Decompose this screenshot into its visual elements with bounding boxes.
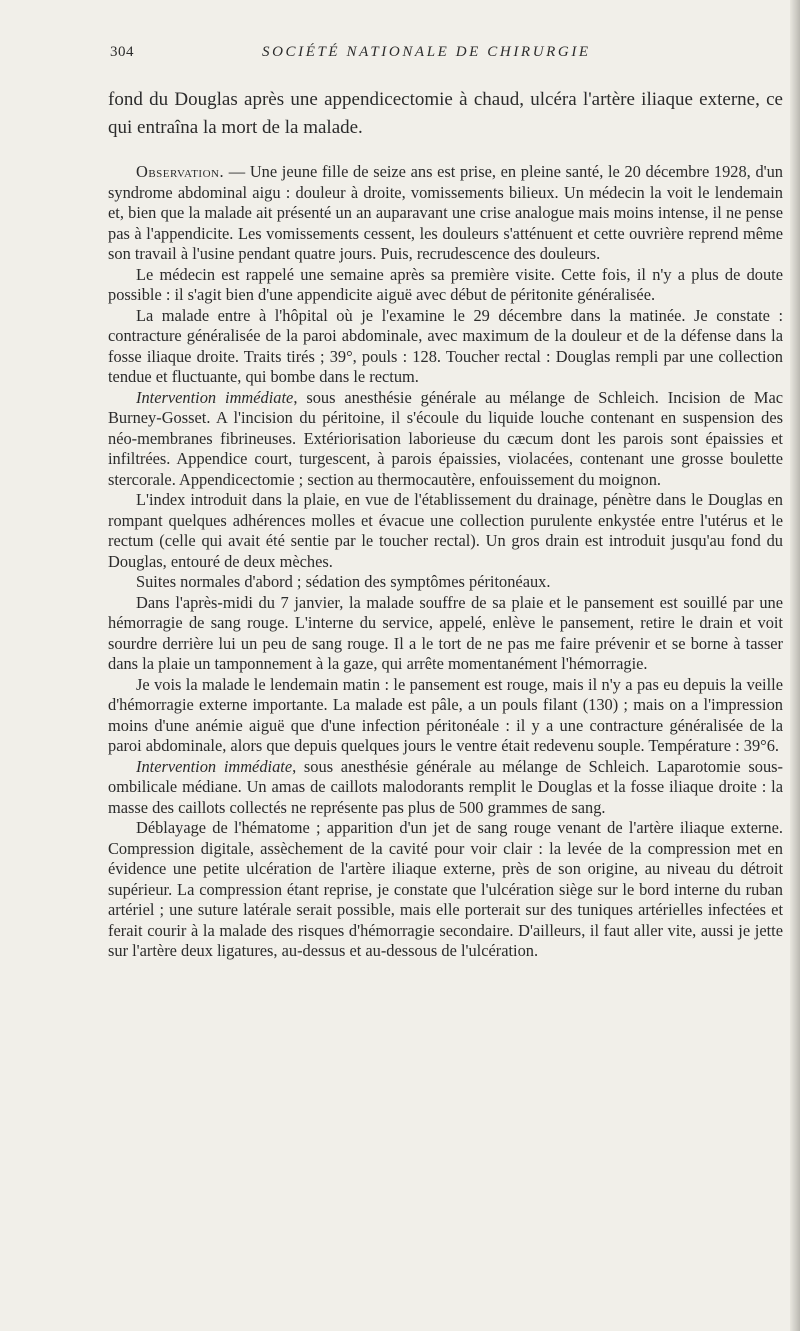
paragraph-text: , sous anesthésie générale au mélange de Schleich. Laparotomie sous-ombilicale médiane. Un amas de caillots malodorants remplit le Douglas et la fosse iliaque droite : la masse des caillots collectés ne représente pas plus de 500 grammes de sang. xyxy=(108,756,783,817)
page-number: 304 xyxy=(110,44,134,60)
paragraph-text: , sous anesthésie générale au mélange de Schleich. Incision de Mac Burney-Gosset. A l'incision du péritoine, il s'écoule du liquide louche contenant en suspension des néo-membranes fibrineuses. Extériorisation laborieuse du cæcum dont les parois sont épaissies et infiltrées. Appendice court, turgescent, à parois épaissies, violacées, contenant une grosse boulette stercorale. Appendicectomie ; section au thermocautère, enfouissement du moignon. xyxy=(108,387,783,489)
paragraph-intervention xyxy=(108,757,783,819)
text-block xyxy=(108,86,783,962)
observation-lead: Observation. xyxy=(136,162,225,181)
paragraph: Suites normales d'abord ; sédation des symptômes péritonéaux. xyxy=(136,572,551,591)
intervention-heading: Intervention immédiate xyxy=(136,756,293,776)
paragraph: Je vois la malade le lendemain matin : le pansement est rouge, mais il n'y a pas eu depuis la veille d'hémorragie externe importante. La malade est pâle, a un pouls filant (130) ; mais on a l'impression moins d'une anémie aiguë que d'une infection péritonéale : il y a une contracture généralisée de la paroi abdominale, alors que depuis quelques jours le ventre était redevenu souple. Température : 39°6. xyxy=(108,674,783,755)
paragraph: Le médecin est rappelé une semaine après sa première visite. Cette fois, il n'y a plus de doute possible : il s'agit bien d'une appendicite aiguë avec début de péritonite généralisée. xyxy=(108,264,783,304)
paragraph-text: — Une jeune fille de seize ans est prise, en pleine santé, le 20 décembre 1928, d'un syndrome abdominal aigu : douleur à droite, vomissements bilieux. Un médecin la voit le lendemain et, bien que la malade ait présenté un an auparavant une crise analogue mais moins intense, il ne pense pas à l'appendicite. Les vomissements cessent, les douleurs s'atténuent et cette ouvrière reprend même son travail à l'usine pendant quatre jours. Puis, recrudescence des douleurs. xyxy=(108,162,783,263)
paragraph: Déblayage de l'hématome ; apparition d'un jet de sang rouge venant de l'artère iliaque externe. Compression digitale, assèchement de la cavité pour voir clair : la levée de la compression met en évidence une petite ulcération de l'artère iliaque externe, près de son origine, au niveau du détroit supérieur. La compression étant reprise, je constate que l'ulcération siège sur le bord interne du ruban artériel ; une suture latérale serait possible, mais elle porterait sur des tuniques artérielles infectées et ferait courir à la malade des risques d'hémorragie secondaire. D'ailleurs, il faut aller vite, aussi je jette sur l'artère deux ligatures, au-dessus et au-dessous de l'ulcération. xyxy=(108,818,783,960)
paragraph: Dans l'après-midi du 7 janvier, la malade souffre de sa plaie et le pansement est souillé par une hémorragie de sang rouge. L'interne du service, appelé, enlève le pansement, retire le drain et voit sourdre derrière lui un peu de sang rouge. Il a le tort de ne pas me faire prévenir et se borne à tasser dans la plaie un tamponnement à la gaze, qui arrête momentanément l'hémorragie. xyxy=(108,592,783,673)
paragraph-intervention xyxy=(108,388,783,491)
paragraph: La malade entre à l'hôpital où je l'examine le 29 décembre dans la matinée. Je constate : contracture généralisée de la paroi abdominale, avec maximum de la douleur et de la défense dans la fosse iliaque droite. Traits tirés ; 39°, pouls : 128. Toucher rectal : Douglas rempli par une collection tendue et fluctuante, qui bombe dans le rectum. xyxy=(108,305,783,386)
paragraph-observation xyxy=(108,162,783,265)
intervention-heading: Intervention immédiate xyxy=(136,387,294,407)
page-edge xyxy=(790,0,800,1331)
running-title: SOCIÉTÉ NATIONALE DE CHIRURGIE xyxy=(262,44,591,60)
observation-body xyxy=(108,162,783,962)
intro-paragraph: fond du Douglas après une appendicectomie à chaud, ulcéra l'artère iliaque externe, ce qui entraîna la mort de la malade. xyxy=(108,89,783,138)
running-header xyxy=(110,44,780,66)
paragraph: L'index introduit dans la plaie, en vue de l'établissement du drainage, pénètre dans le Douglas en rompant quelques adhérences molles et évacue une collection purulente enkystée entre l'utérus et le rectum (celle qui avait été sentie par le toucher rectal). Un gros drain est introduit jusqu'au fond du Douglas, entouré de deux mèches. xyxy=(108,490,783,571)
